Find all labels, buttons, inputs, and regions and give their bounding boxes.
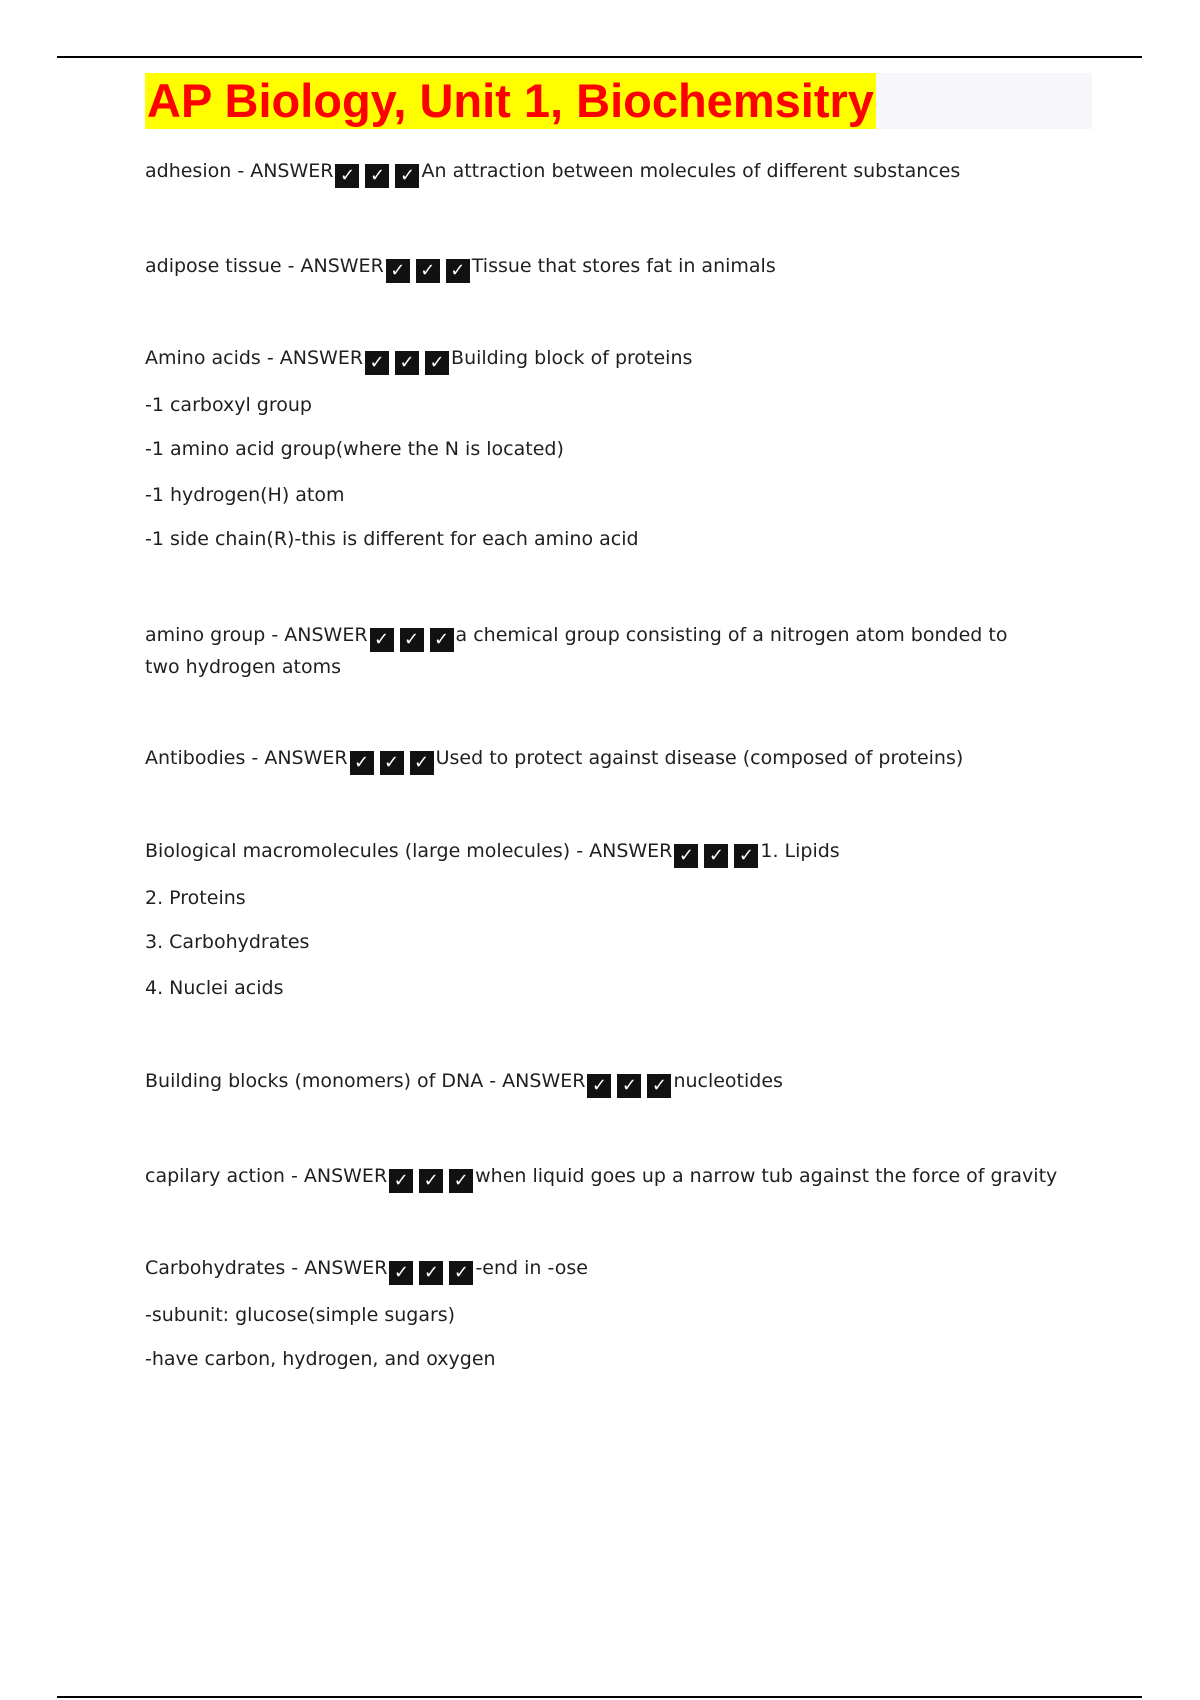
entry-detail: -1 side chain(R)-this is different for each amino acid <box>145 528 639 550</box>
entry-term: adhesion - <box>145 160 251 182</box>
check-icon: ✓ <box>446 259 470 283</box>
check-icon: ✓ <box>617 1074 641 1098</box>
check-icon: ✓ <box>365 164 389 188</box>
answer-marker: ANSWER <box>502 1070 586 1092</box>
check-icon: ✓ <box>370 628 394 652</box>
check-icons <box>389 1166 474 1194</box>
check-icons <box>335 161 420 189</box>
answer-marker: ANSWER <box>284 624 368 646</box>
answer-marker: ANSWER <box>300 255 384 277</box>
entry-answer: -end in -ose <box>475 1257 588 1279</box>
check-icon: ✓ <box>365 351 389 375</box>
check-icon: ✓ <box>416 259 440 283</box>
entry-answer: Used to protect against disease (composed of proteins) <box>435 747 964 769</box>
check-icon: ✓ <box>647 1074 671 1098</box>
answer-marker: ANSWER <box>250 160 334 182</box>
check-icon: ✓ <box>425 351 449 375</box>
check-icons <box>370 625 455 653</box>
check-icon: ✓ <box>350 751 374 775</box>
page-top-rule <box>57 56 1142 58</box>
entry-building-blocks-dna <box>145 1067 783 1099</box>
entry-biological-macromolecules <box>145 837 840 869</box>
check-icon: ✓ <box>587 1074 611 1098</box>
check-icon: ✓ <box>734 844 758 868</box>
entry-answer: Tissue that stores fat in animals <box>471 255 776 277</box>
document-title: AP Biology, Unit 1, Biochemsitry <box>147 74 874 127</box>
entry-answer: a chemical group consisting of a nitrogen atom bonded to two hydrogen atoms <box>145 624 1008 678</box>
entry-answer: 1. Lipids <box>760 840 840 862</box>
entry-detail: -have carbon, hydrogen, and oxygen <box>145 1348 496 1370</box>
check-icon: ✓ <box>386 259 410 283</box>
entry-antibodies <box>145 744 963 776</box>
entry-answer: An attraction between molecules of different substances <box>421 160 961 182</box>
check-icons <box>350 748 435 776</box>
entry-term: amino group - <box>145 624 285 646</box>
check-icons <box>365 348 450 376</box>
entry-carbohydrates <box>145 1254 588 1286</box>
answer-marker: ANSWER <box>279 347 364 369</box>
entry-adipose-tissue <box>145 252 776 284</box>
check-icon: ✓ <box>449 1261 473 1285</box>
check-icons <box>674 841 759 869</box>
entry-answer: nucleotides <box>673 1070 783 1092</box>
check-icon: ✓ <box>395 351 419 375</box>
check-icon: ✓ <box>395 164 419 188</box>
check-icon: ✓ <box>400 628 424 652</box>
check-icon: ✓ <box>419 1261 443 1285</box>
check-icon: ✓ <box>449 1169 473 1193</box>
entry-detail: 4. Nuclei acids <box>145 977 284 999</box>
check-icons <box>386 256 471 284</box>
entry-detail: -subunit: glucose(simple sugars) <box>145 1304 456 1326</box>
entry-detail: -1 hydrogen(H) atom <box>145 484 345 506</box>
check-icon: ✓ <box>389 1169 413 1193</box>
entry-term: Building blocks (monomers) of DNA - <box>145 1070 503 1092</box>
entry-term: capilary action - <box>145 1165 304 1187</box>
entry-detail: 3. Carbohydrates <box>145 931 310 953</box>
check-icons <box>587 1071 672 1099</box>
entry-adhesion <box>145 157 960 189</box>
entry-answer: when liquid goes up a narrow tub against the force of gravity <box>475 1165 1058 1187</box>
check-icon: ✓ <box>704 844 728 868</box>
entry-detail: 2. Proteins <box>145 887 246 909</box>
entry-term: Carbohydrates - <box>145 1257 305 1279</box>
check-icon: ✓ <box>410 751 434 775</box>
check-icon: ✓ <box>389 1261 413 1285</box>
check-icon: ✓ <box>380 751 404 775</box>
check-icon: ✓ <box>430 628 454 652</box>
answer-marker: ANSWER <box>589 840 673 862</box>
entry-amino-acids <box>145 344 692 376</box>
answer-marker: ANSWER <box>303 1165 388 1187</box>
entry-answer: Building block of proteins <box>451 347 693 369</box>
answer-marker: ANSWER <box>264 747 348 769</box>
entry-term: Biological macromolecules (large molecules) - <box>145 840 590 862</box>
entry-term: adipose tissue - <box>145 255 301 277</box>
answer-marker: ANSWER <box>304 1257 388 1279</box>
check-icon: ✓ <box>419 1169 443 1193</box>
check-icons <box>389 1258 474 1286</box>
page-bottom-rule <box>57 1696 1142 1698</box>
entry-detail: -1 carboxyl group <box>145 394 312 416</box>
check-icon: ✓ <box>335 164 359 188</box>
check-icon: ✓ <box>674 844 698 868</box>
entry-detail: -1 amino acid group(where the N is located) <box>145 438 564 460</box>
entry-capilary-action <box>145 1162 1057 1194</box>
entry-term: Antibodies - <box>145 747 265 769</box>
entry-term: Amino acids - <box>145 347 280 369</box>
entry-amino-group <box>145 621 1025 681</box>
